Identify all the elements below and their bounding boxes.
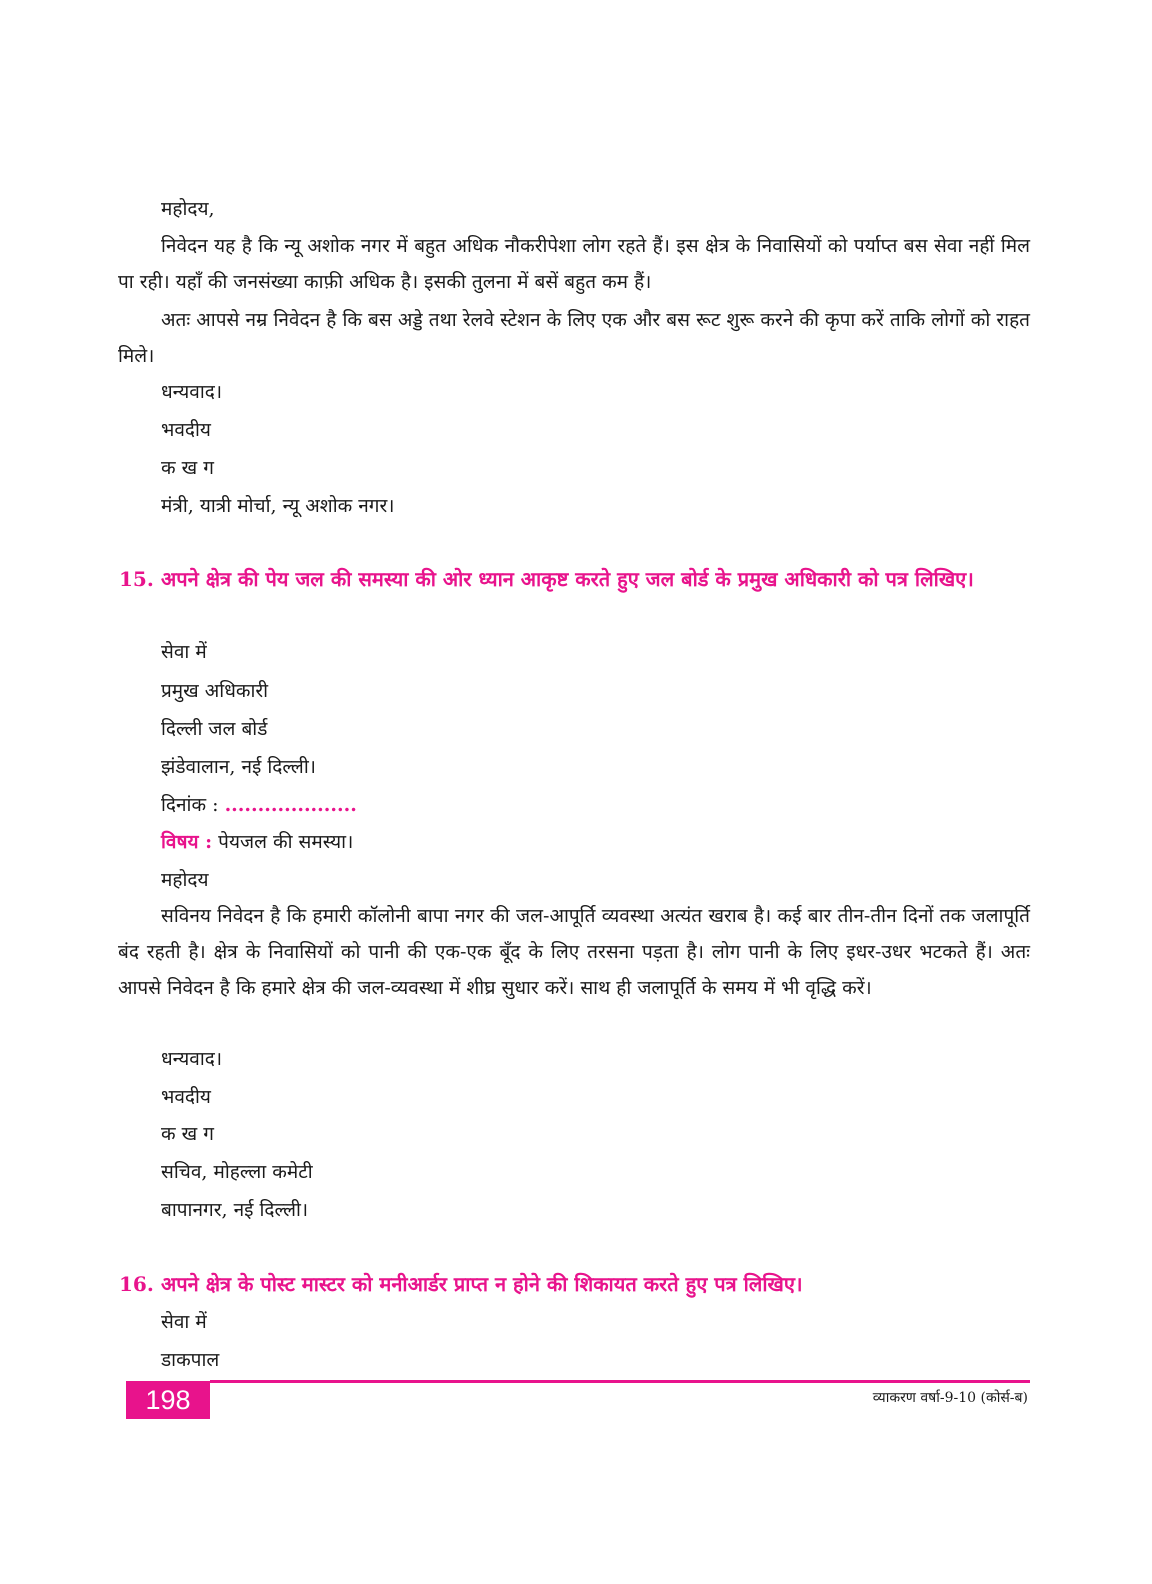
question-16-number: 16. [119, 1272, 154, 1296]
letter1-closing: भवदीय [161, 419, 211, 441]
q15-subject-text: पेयजल की समस्या। [218, 831, 354, 853]
q15-date [161, 793, 357, 817]
question-15-heading [0, 561, 1152, 633]
q15-salutation: महोदय [161, 869, 209, 891]
question-15-text: अपने क्षेत्र की पेय जल की समस्या की ओर ध्यान आकृष्ट करते हुए जल बोर्ड के प्रमुख अधिकारी को पत्र लिखिए। [161, 567, 974, 591]
q15-to: सेवा में [161, 641, 207, 663]
q15-thanks: धन्यवाद। [161, 1048, 223, 1070]
q15-office: दिल्ली जल बोर्ड [161, 718, 268, 740]
footer-book-title: व्याकरण वर्षा-9-10 (कोर्स-ब) [872, 1390, 1028, 1406]
q15-recipient: प्रमुख अधिकारी [161, 680, 269, 702]
letter1-salutation: महोदय, [161, 198, 215, 220]
letter1-thanks: धन्यवाद। [161, 381, 223, 403]
q15-date-dots: .................... [224, 794, 357, 816]
question-15-number: 15. [119, 567, 154, 591]
q15-sender-address: बापानगर, नई दिल्ली। [161, 1199, 309, 1221]
q16-to: सेवा में [161, 1311, 207, 1333]
question-16-text: अपने क्षेत्र के पोस्ट मास्टर को मनीआर्डर प्राप्त न होने की शिकायत करते हुए पत्र लिखिए। [161, 1272, 803, 1296]
q15-address: झंडेवालान, नई दिल्ली। [161, 756, 316, 778]
q15-body: सविनय निवेदन है कि हमारी कॉलोनी बापा नगर की जल-आपूर्ति व्यवस्था अत्यंत खराब है। कई बार तीन-तीन दिनों तक जलापूर्ति बंद रहती है। क्षेत्र के निवासियों को पानी की एक-एक बूँद के लिए तरसना पड़ता है। लोग पानी के लिए इधर-उधर भटकते हैं। अतः आपसे निवेदन है कि हमारे क्षेत्र की जल-व्यवस्था में शीघ्र सुधार करें। साथ ही जलापूर्ति के समय में भी वृद्धि करें। [118, 905, 1030, 999]
page-number: 198 [126, 1381, 210, 1419]
q15-subject [161, 830, 353, 854]
q15-sender-name: क ख ग [161, 1123, 214, 1145]
letter1-sender-designation: मंत्री, यात्री मोर्चा, न्यू अशोक नगर। [161, 495, 395, 517]
question-16-heading [0, 1266, 1152, 1302]
q16-recipient: डाकपाल [161, 1349, 220, 1371]
q15-sender-designation: सचिव, मोहल्ला कमेटी [161, 1161, 313, 1183]
footer-rule [210, 1380, 1030, 1383]
q15-closing: भवदीय [161, 1086, 211, 1108]
q15-subject-label: विषय : [161, 831, 213, 853]
letter1-paragraph-2: अतः आपसे नम्र निवेदन है कि बस अड्डे तथा रेलवे स्टेशन के लिए एक और बस रूट शुरू करने की कृपा करें ताकि लोगों को राहत मिले। [118, 309, 1030, 367]
letter1-sender-name: क ख ग [161, 457, 214, 479]
q15-date-label: दिनांक : [161, 794, 219, 816]
letter1-paragraph-1: निवेदन यह है कि न्यू अशोक नगर में बहुत अधिक नौकरीपेशा लोग रहते हैं। इस क्षेत्र के निवासियों को पर्याप्त बस सेवा नहीं मिल पा रही। यहाँ की जनसंख्या काफ़ी अधिक है। इसकी तुलना में बसें बहुत कम हैं। [118, 235, 1030, 293]
